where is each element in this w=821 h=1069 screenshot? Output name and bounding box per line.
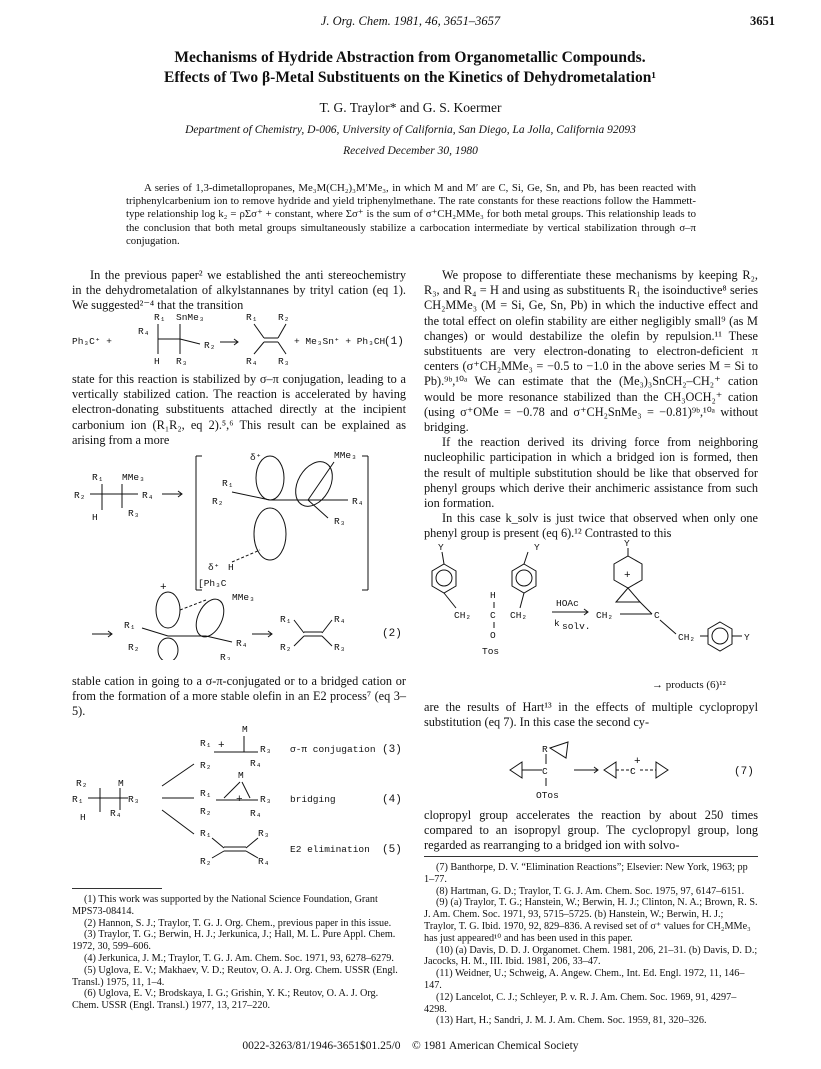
eq6-bond — [660, 620, 676, 634]
eq1-snme3: SnMe₃ — [176, 312, 205, 323]
eq2-prod-r3: R₃ — [334, 642, 346, 653]
left-para-3: stable cation in going to a σ-π-conjugated or to a bridged cation or from the formation of a more stable olefin in an E2 process⁷ (eq 3–5). — [72, 674, 406, 719]
title-line-1: Mechanisms of Hydride Abstraction from Organometallic Compounds. — [174, 49, 646, 66]
eq3-m: M — [118, 778, 124, 789]
eq6-benzene-1-ring — [436, 570, 452, 586]
footnote-13: (13) Hart, H.; Sandri, J. M. J. Am. Chem. Soc. 1959, 81, 320–326. — [436, 1015, 707, 1027]
eq1-ph3c: Ph₃C⁺ + — [72, 336, 112, 347]
received-date: Received December 30, 1980 — [343, 145, 478, 157]
eq3-arrow — [162, 764, 194, 786]
ts-r2: R₂ — [212, 496, 224, 507]
ts-p-orbital-top — [256, 456, 284, 500]
eq6-h: H — [490, 590, 496, 601]
eq2-r2-b: R₂ — [128, 642, 140, 653]
eq7-c2: C — [630, 766, 636, 777]
eq5-p-r1: R₁ — [200, 828, 212, 839]
eq2-p-orbital — [156, 592, 180, 628]
eq3-p-plus: + — [218, 740, 225, 752]
equation-1 — [72, 312, 406, 368]
eq2-r1: R₁ — [92, 472, 104, 483]
eq2-r4: R₄ — [142, 490, 154, 501]
right-para-4: are the results of Hart¹³ in the effects of multiple cyclopropyl substitution (eq 7). In this case the second cy- — [424, 700, 758, 730]
ts-delta-plus: δ⁺ — [250, 452, 262, 463]
eq3-p-r2: R₂ — [200, 760, 212, 771]
eq5-p-r2: R₂ — [200, 856, 212, 867]
eq5-p-r3: R₃ — [258, 828, 270, 839]
eq3-r3: R₃ — [128, 794, 140, 805]
eq1-r3b: R₃ — [278, 356, 290, 367]
eq3-p-r3: R₃ — [260, 744, 272, 755]
footnote-9: (9) (a) Traylor, T. G.; Hanstein, W.; Berwin, H. J.; Clinton, N. A.; Brown, R. S. J. Am. Chem. Soc. 1971, 93, 5715–5725. (b) Hanstein, W.; Berwin, H. J.; Traylor, T. G. Ibid. 1970, 92, 829–836. A revised set of σ⁺ values for CH₂MMe₃ has just appeared¹⁰ and has been used in this paper. — [424, 897, 758, 944]
eq2-r3-b: R₃ — [220, 652, 232, 660]
eq6-bond — [640, 602, 652, 614]
right-para-5: clopropyl group accelerates the reaction by about 250 times compared to an isopropyl group. The cyclopropyl group, long regarded as rearranging to a bridged ion with solvo- — [424, 808, 758, 853]
affiliation: Department of Chemistry, D-006, University of California, San Diego, La Jolla, California 92093 — [185, 124, 636, 136]
eq4-p-m: M — [238, 770, 244, 781]
eq2-r4-b: R₄ — [236, 638, 248, 649]
eq7-otos: OTos — [536, 790, 559, 801]
eq6-ch2-d: CH₂ — [678, 632, 696, 643]
eq3-r2: R₂ — [76, 778, 88, 789]
eq2-p-orbital-lower — [158, 638, 178, 660]
abstract: A series of 1,3-dimetallopropanes, Me₃M(CH₂)₃M′Me₃, in which M and M′ are C, Si, Ge, Sn, and Pb, has been reacted with triphenylcarbenium ion to remove hydride and yield triphenylmethane. The rate constants for these reactions follow the Hammett-type relationship log k₂ = ρΣσ⁺ + constant, where Σσ⁺ is the sum of σ⁺CH₂MMe₃ for both metal groups. This relationship leads to the conclusion that both metal groups simultaneously stabilize a carbocation intermediate by vertical stabilization through σ–π conjugation. — [126, 182, 696, 247]
eq7-c: C — [542, 766, 548, 777]
eq7-plus: + — [634, 756, 641, 768]
footnote-10: (10) (a) Davis, D. D. J. Organomet. Chem. 1981, 206, 21–31. (b) Davis, D. D.; Jacocks, H. M., III. Ibid. 1981, 206, 33–47. — [424, 944, 758, 968]
footnote-12: (12) Lancelot, C. J.; Schleyer, P. v. R. J. Am. Chem. Soc. 1969, 91, 4297–4298. — [424, 991, 737, 1015]
page-footer — [0, 1040, 821, 1052]
eq3-p-r1: R₁ — [200, 738, 212, 749]
eq2-number: (2) — [382, 628, 402, 640]
eq6-y1: Y — [438, 542, 444, 553]
footnote-4: (4) Jerkunica, J. M.; Traylor, T. G. J. Am. Chem. Soc. 1971, 93, 6278–6279. — [84, 952, 394, 964]
eq5-number: (5) — [382, 844, 402, 856]
eq4-p-plus: + — [236, 794, 243, 806]
eq7-cyclopropyl-right — [656, 762, 668, 778]
eq2-bond — [206, 636, 232, 642]
eq1-bond — [278, 342, 286, 354]
eq6-ch2-c: CH₂ — [596, 610, 614, 621]
eq6-y2: Y — [534, 542, 540, 553]
eq4-p-r2: R₂ — [200, 806, 212, 817]
eq1-r3: R₃ — [176, 356, 188, 367]
ts-dashed-bond — [232, 550, 260, 562]
eq1-r1: R₁ — [154, 312, 166, 323]
ts-delta-plus-2: δ⁺ — [208, 562, 220, 573]
equation-6-scheme — [424, 536, 758, 692]
equation-7 — [424, 740, 758, 802]
eq3-p-m: M — [242, 724, 248, 735]
eq2-r3: R₃ — [128, 508, 140, 519]
eq1-bond — [278, 324, 286, 338]
eq2-prod-r2: R₂ — [280, 642, 292, 653]
eq7-cyclopropyl-top — [550, 742, 568, 758]
eq2-bond — [294, 620, 304, 633]
eq4-label: bridging — [290, 794, 336, 805]
eq6-y3: Y — [624, 538, 630, 549]
eq1-bond — [254, 324, 264, 338]
eq1-r1b: R₁ — [246, 312, 258, 323]
eq5-p-r4: R₄ — [258, 856, 270, 867]
eq6-benzene-3-ring — [712, 628, 728, 644]
eq1-r2: R₂ — [204, 340, 216, 351]
eq7-cyclopropyl-left — [510, 762, 522, 778]
copyright: © 1981 American Chemical Society — [412, 1040, 579, 1052]
ts-h: H — [228, 562, 234, 573]
equation-2-scheme — [72, 450, 406, 660]
eq4-p-r3: R₃ — [260, 794, 272, 805]
eq5-bond — [212, 851, 224, 858]
eq4-bridge — [242, 782, 250, 798]
eq2-h: H — [92, 512, 98, 523]
footnote-6: (6) Uglova, E. V.; Brodskaya, I. G.; Grishin, Y. K.; Reutov, O. A. J. Org. Chem. USSR (Engl. Transl.) 1977, 13, 217–220. — [72, 988, 379, 1012]
eq2-bond — [322, 620, 332, 633]
ts-r3: R₃ — [334, 516, 346, 527]
eq1-number: (1) — [384, 336, 404, 348]
eq2-plus: + — [160, 582, 167, 594]
footnote-2: (2) Hannon, S. J.; Traylor, T. G. J. Org. Chem., previous paper in this issue. — [84, 917, 392, 929]
eq6-tos: Tos — [482, 646, 500, 657]
eq4-p-r1: R₁ — [200, 788, 212, 799]
eq2-mme3: MMe₃ — [122, 472, 145, 483]
eq2-bond — [142, 628, 168, 636]
footnote-1: (1) This work was supported by the National Science Foundation, Grant MPS73-08414. — [72, 894, 378, 917]
eq6-bond — [520, 593, 524, 608]
eq6-y4: Y — [744, 632, 750, 643]
eq2-mme3-b: MMe₃ — [232, 592, 255, 603]
ts-bond — [308, 462, 334, 500]
right-para-2: If the reaction derived its driving force from neighboring nucleophilic participation in which a bridged ion is formed, then the result of multiple substitution should be like that observed for phenyl groups which derive their anchimeric assistance from such ion formation. — [424, 435, 758, 511]
ts-sigma-orbital — [288, 455, 340, 513]
article-title — [60, 48, 760, 88]
eq2-sigma-orbital — [191, 595, 230, 641]
eq6-c: C — [490, 610, 496, 621]
eq6-bond — [444, 593, 456, 608]
page-number: 3651 — [750, 14, 775, 28]
eq2-prod-r4: R₄ — [334, 614, 346, 625]
eq3-number: (3) — [382, 744, 402, 756]
left-para-2: state for this reaction is stabilized by σ–π conjugation, leading to a vertically stabilized cation. The reaction is accelerated by having electron-donating substituents attached directly at the incipient carbonium ion (R₁R₂, eq 2).⁵,⁶ This result can be explained as arising from a more — [72, 372, 406, 447]
footnotes-left — [72, 894, 406, 1012]
eq3-label: σ-π conjugation — [290, 744, 376, 755]
ts-p-orbital-bottom — [254, 508, 286, 560]
eq6-ch2-b: CH₂ — [510, 610, 528, 621]
eq5-bond — [246, 838, 258, 848]
eq7-cyclopropyl-left-2 — [604, 762, 616, 778]
ts-mme3: MMe₃ — [334, 450, 357, 461]
eq7-number: (7) — [734, 766, 754, 778]
footnote-7: (7) Banthorpe, D. V. “Elimination Reactions”; Elsevier: New York, 1963; pp 1–77. — [424, 862, 748, 885]
eq1-r2b: R₂ — [278, 312, 290, 323]
footnote-3: (3) Traylor, T. G.; Berwin, H. J.; Jerkunica, J.; Hall, M. L. Pure Appl. Chem. 1972, 30, 599–606. — [72, 929, 396, 953]
eq3-r1: R₁ — [72, 794, 84, 805]
eq7-r: R — [542, 744, 548, 755]
eq6-bond — [524, 552, 528, 564]
eq5-bond — [246, 851, 258, 858]
journal-header: J. Org. Chem. 1981, 46, 3651–3657 — [320, 14, 501, 28]
eq4-number: (4) — [382, 794, 402, 806]
eq6-cyclopropane — [616, 588, 640, 602]
eq2-bond — [322, 636, 332, 646]
left-para-1: In the previous paper² we established the anti stereochemistry in the dehydrometalation of alkylstannanes by trityl cation (eq 1). We suggested²⁻⁴ that the transition — [72, 268, 406, 313]
eq2-r2: R₂ — [74, 490, 86, 501]
eq6-ksolv-sub: solv. — [562, 621, 591, 632]
eq1-bond — [254, 342, 264, 354]
eq1-r4: R₄ — [138, 326, 150, 337]
eq1-bond — [180, 339, 200, 344]
ts-r4: R₄ — [352, 496, 364, 507]
eq6-k: k — [554, 618, 560, 629]
eq6-plus: + — [624, 570, 631, 582]
right-paragraphs — [424, 268, 758, 542]
footnote-8: (8) Hartman, G. D.; Traylor, T. G. J. Am. Chem. Soc. 1975, 97, 6147–6151. — [436, 885, 745, 897]
footnote-11: (11) Weidner, U.; Schweig, A. Angew. Chem., Int. Ed. Engl. 1972, 11, 146–147. — [424, 968, 745, 991]
eq3-r4: R₄ — [110, 808, 122, 819]
authors: T. G. Traylor* and G. S. Koermer — [319, 100, 502, 115]
equations-3-5 — [72, 724, 406, 870]
eq1-r4b: R₄ — [246, 356, 258, 367]
article-code: 0022-3263/81/1946-3651$01.25/0 — [242, 1040, 401, 1052]
eq2-r1-b: R₁ — [124, 620, 136, 631]
eq1-products: + Me₃Sn⁺ + Ph₃CH — [294, 336, 386, 347]
right-para-3: In this case k_solv is just twice that observed when only one phenyl group is present (eq 6).¹² Contrasted to this — [424, 511, 758, 541]
eq6-hoac: HOAc — [556, 598, 579, 609]
eq2-bond — [294, 636, 304, 646]
eq5-bond — [212, 838, 224, 848]
ts-ph3c: [Ph₃C — [198, 578, 227, 589]
eq1-h: H — [154, 356, 160, 367]
title-line-2: Effects of Two β-Metal Substituents on the Kinetics of Dehydrometalation¹ — [164, 69, 656, 86]
eq6-ch2-a: CH₂ — [454, 610, 472, 621]
eq6-c2: C — [654, 610, 660, 621]
eq4-p-r4: R₄ — [250, 808, 262, 819]
footnote-5: (5) Uglova, E. V.; Makhaev, V. D.; Reutov, O. A. J. Org. Chem. USSR (Engl. Transl.) 1975, 11, 1–4. — [72, 964, 398, 988]
footnote-rule-left — [72, 888, 162, 889]
eq3-p-r4: R₄ — [250, 758, 262, 769]
right-para-1: We propose to differentiate these mechanisms by keeping R₂, R₃, and R₄ = H and using as substituents R₁ the isoinductive⁸ series CH₂MMe₃ (M = Si, Ge, Sn, Pb) in which the inductive effect and the total effect on olefin stability are either negligibly small⁹ (as M changes) or would destabilize the olefin by repulsion.¹¹ These substituents are very electron-donating to electron-deficient π centers (σ⁺CH₂MMe₃ = −0.5 to −1.0 in the above series M = Si to Pb).⁹ᵇ,¹⁰ᵃ We can estimate that the (Me₃)₃SnCH₂–CH₂⁺ cation would be more resonance stabilized than the CH₃OCH₂⁺ cation (using σ⁺OMe = −0.78 and σ⁺CH₂SnMe₃ = −0.81)⁹ᵇ,¹⁰ᵃ without bridging. — [424, 268, 758, 435]
eq6-o: O — [490, 630, 496, 641]
footnotes-right — [424, 862, 758, 1027]
eq5-arrow — [162, 810, 194, 834]
eq2-prod-r1: R₁ — [280, 614, 292, 625]
ts-r1: R₁ — [222, 478, 234, 489]
eq6-bond — [442, 552, 444, 564]
eq5-label: E2 elimination — [290, 844, 370, 855]
ts-bond — [232, 492, 270, 500]
eq3-h: H — [80, 812, 86, 823]
footnote-rule-right — [424, 856, 758, 857]
eq6-products: → products (6)¹² — [652, 679, 726, 691]
eq6-benzene-2-ring — [516, 570, 532, 586]
